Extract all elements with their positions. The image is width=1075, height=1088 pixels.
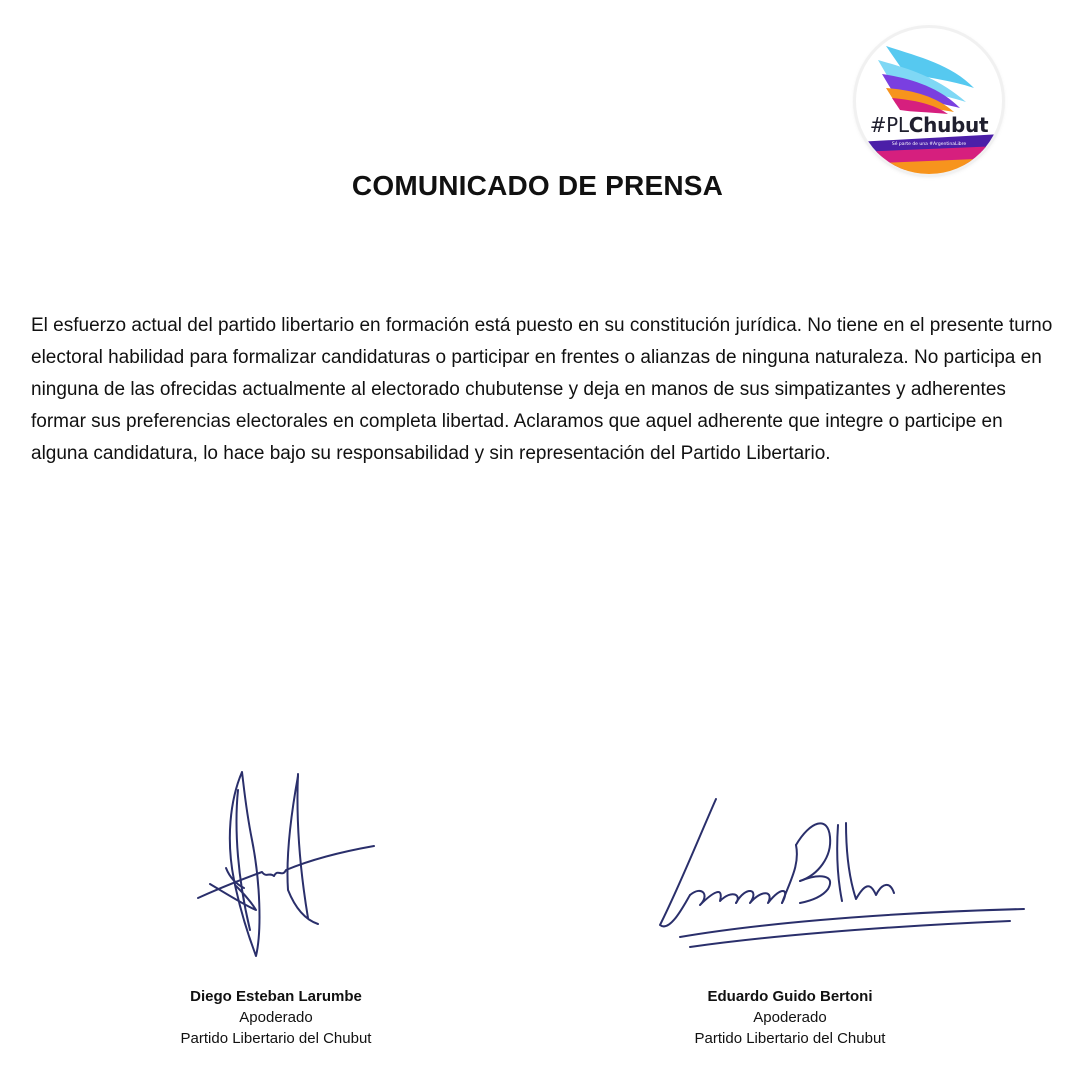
- signer-block-right: [630, 986, 950, 1049]
- signer-name: Diego Esteban Larumbe: [190, 988, 362, 1005]
- logo-bird-icon: [856, 28, 1002, 174]
- signer-role: Apoderado: [239, 1009, 313, 1026]
- signature-left: [190, 760, 390, 975]
- signature-right: [650, 785, 1040, 970]
- logo-tagline: Sé parte de una #ArgentinaLibre: [891, 142, 967, 147]
- logo-wordmark: #PLChubut: [869, 113, 989, 137]
- signer-block-left: [116, 986, 436, 1049]
- signer-role: Apoderado: [753, 1009, 827, 1026]
- document-body: El esfuerzo actual del partido libertario en formación está puesto en su constitución jurídica. No tiene en el presente turno electoral habilidad para formalizar candidaturas o participar en frentes o alianzas de ninguna naturaleza. No participa en ninguna de las ofrecidas actualmente al electorado chubutense y deja en manos de sus simpatizantes y adherentes formar sus preferencias electorales en completa libertad. Aclaramos que aquel adherente que integre o participe en alguna candidatura, lo hace bajo su responsabilidad y sin representación del Partido Libertario.: [31, 315, 1053, 464]
- party-logo: [856, 28, 1002, 174]
- signer-name: Eduardo Guido Bertoni: [707, 988, 873, 1005]
- signer-organization: Partido Libertario del Chubut: [180, 1030, 372, 1047]
- signer-organization: Partido Libertario del Chubut: [694, 1030, 886, 1047]
- document-title: COMUNICADO DE PRENSA: [351, 170, 724, 201]
